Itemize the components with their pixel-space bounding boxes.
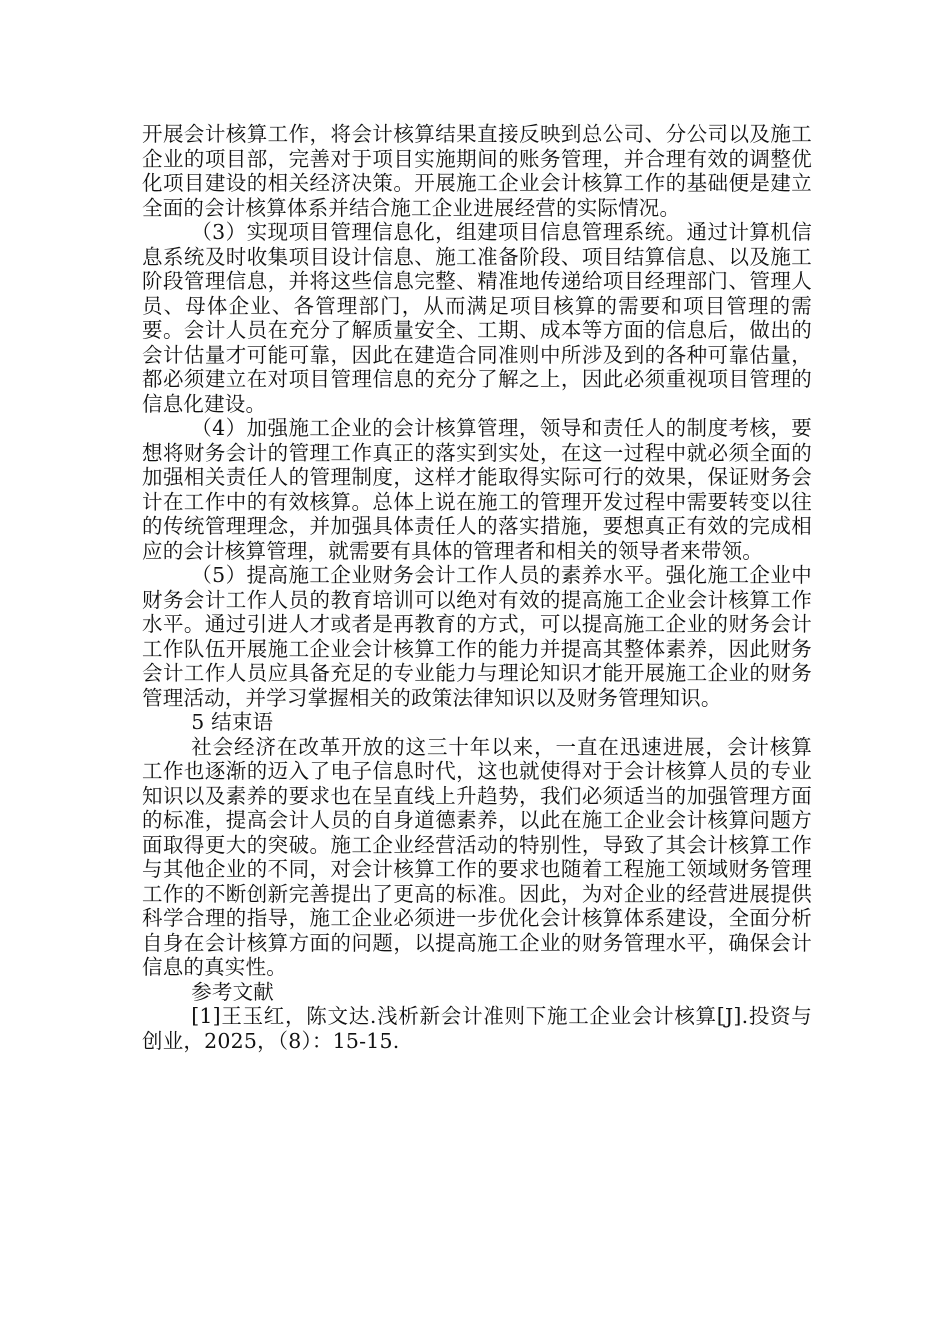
paragraph-item-5: （5）提高施工企业财务会计工作人员的素养水平。强化施工企业中财务会计工作人员的教育培训可以绝对有效的提高施工企业会计核算工作水平。通过引进人才或者是再教育的方式，可以提高施工企业的财务会计工作队伍开展施工企业会计核算工作的能力并提高其整体素养，因此财务会计工作人员应具备充足的专业能力与理论知识才能开展施工企业的财务管理活动，并学习掌握相关的政策法律知识以及财务管理知识。 (142, 563, 812, 710)
document-page (142, 122, 812, 1053)
paragraph-item-3: （3）实现项目管理信息化，组建项目信息管理系统。通过计算机信息系统及时收集项目设计信息、施工准备阶段、项目结算信息、以及施工阶段管理信息，并将这些信息完整、精准地传递给项目经理部门、管理人员、母体企业、各管理部门，从而满足项目核算的需要和项目管理的需要。会计人员在充分了解质量安全、工期、成本等方面的信息后，做出的会计估量才可能可靠，因此在建造合同准则中所涉及到的各种可靠估量，都必须建立在对项目管理信息的充分了解之上，因此必须重视项目管理的信息化建设。 (142, 220, 812, 416)
paragraph-conclusion: 社会经济在改革开放的这三十年以来，一直在迅速进展，会计核算工作也逐渐的迈入了电子信息时代，这也就使得对于会计核算人员的专业知识以及素养的要求也在呈直线上升趋势，我们必须适当的加强管理方面的标准，提高会计人员的自身道德素养，以此在施工企业会计核算问题方面取得更大的突破。施工企业经营活动的特别性，导致了其会计核算工作与其他企业的不同，对会计核算工作的要求也随着工程施工领域财务管理工作的不断创新完善提出了更高的标准。因此，为对企业的经营进展提供科学合理的指导，施工企业必须进一步优化会计核算体系建设，全面分析自身在会计核算方面的问题，以提高施工企业的财务管理水平，确保会计信息的真实性。 (142, 734, 812, 979)
paragraph-item-4: （4）加强施工企业的会计核算管理，领导和责任人的制度考核，要想将财务会计的管理工作真正的落实到实处，在这一过程中就必须全面的加强相关责任人的管理制度，这样才能取得实际可行的效果，保证财务会计在工作中的有效核算。总体上说在施工的管理开发过程中需要转变以往的传统管理理念，并加强具体责任人的落实措施，要想真正有效的完成相应的会计核算管理，就需要有具体的管理者和相关的领导者来带领。 (142, 416, 812, 563)
references-heading: 参考文献 (191, 979, 274, 1004)
section-heading-conclusion: 5 结束语 (191, 710, 274, 734)
paragraph-continuation: 开展会计核算工作，将会计核算结果直接反映到总公司、分公司以及施工企业的项目部，完善对于项目实施期间的账务管理，并合理有效的调整优化项目建设的相关经济决策。开展施工企业会计核算工作的基础便是建立全面的会计核算体系并结合施工企业进展经营的实际情况。 (142, 122, 812, 220)
reference-item-1: [1]王玉红，陈文达.浅析新会计准则下施工企业会计核算[J].投资与创业，2025，（8）：15-15. (142, 1004, 812, 1053)
